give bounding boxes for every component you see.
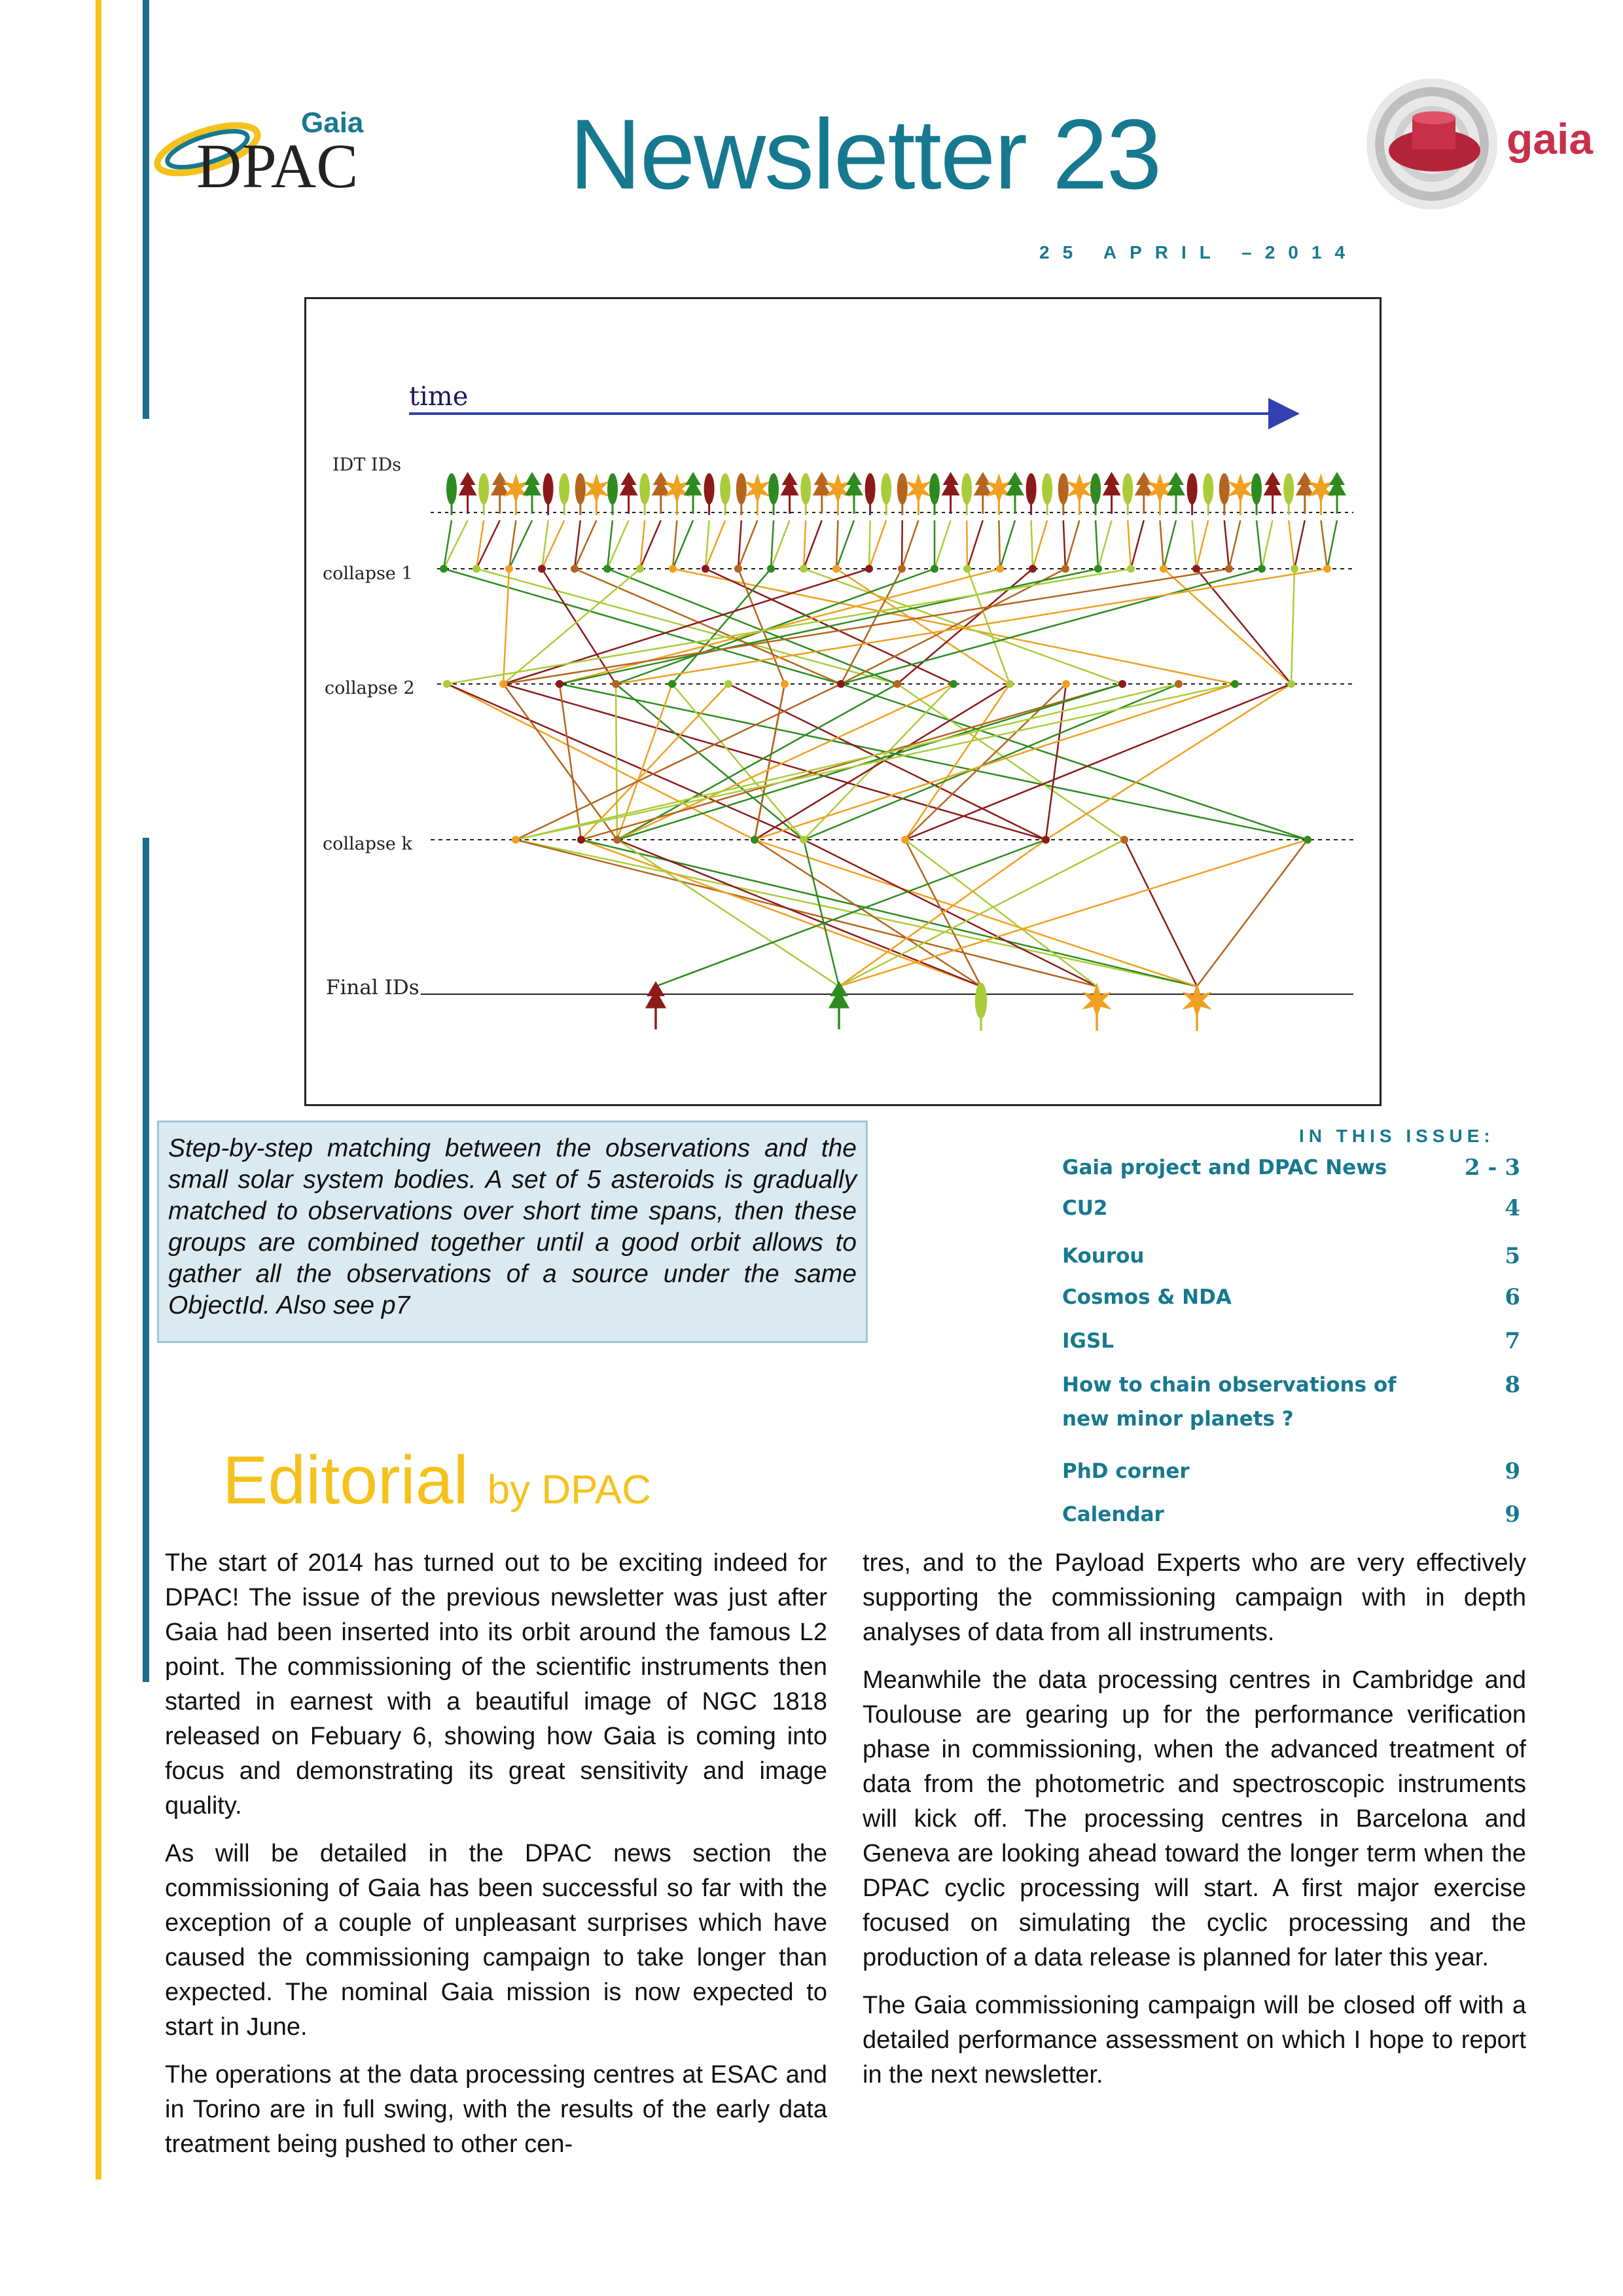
idt-observation-icon xyxy=(1296,472,1314,514)
collapse2-node xyxy=(1231,680,1239,688)
idt-observation-icon xyxy=(583,473,609,515)
icon-leaf xyxy=(975,982,987,1018)
idt-observation-icon xyxy=(942,472,960,514)
toc-item-title: Cosmos & NDA xyxy=(1062,1285,1232,1309)
idt-to-collapse1-link xyxy=(836,520,854,569)
idt-observation-icon xyxy=(1203,473,1213,515)
collapse1-node xyxy=(1291,565,1298,573)
collapse1-node xyxy=(1127,565,1135,573)
idt-to-collapse1-link xyxy=(869,520,870,569)
icon-tree xyxy=(1006,472,1024,495)
idt-to-collapse1-link xyxy=(1224,520,1229,569)
icon-leaf xyxy=(1219,473,1230,505)
collapsek-node xyxy=(613,836,621,844)
collapse1-to-collapse2-link xyxy=(1164,569,1291,684)
collapse1-node xyxy=(931,565,938,573)
idt-to-collapse1-link xyxy=(836,520,838,569)
icon-leaf xyxy=(639,473,650,505)
idt-to-collapse1-link xyxy=(1131,520,1144,569)
toc-item[interactable] xyxy=(1062,1454,1520,1488)
toc-item[interactable] xyxy=(1062,1368,1520,1436)
toc-item-page: 8 xyxy=(1505,1372,1520,1398)
toc-item-page: 9 xyxy=(1505,1501,1520,1528)
idt-observation-icon xyxy=(1227,473,1253,515)
toc-item-page: 7 xyxy=(1505,1328,1520,1354)
logo-gaia-small-text: Gaia xyxy=(301,107,364,139)
collapse1-to-collapse2-link xyxy=(804,569,1122,684)
paragraph: tres, and to the Payload Experts who are very effectively supporting the commissioning campaign with in depth analyses of data from all instruments. xyxy=(863,1549,1526,1646)
idt-observation-icon xyxy=(543,473,554,515)
idt-to-collapse1-link xyxy=(1262,520,1273,569)
idt-observation-icon xyxy=(929,473,940,515)
toc-item-page: 5 xyxy=(1505,1243,1520,1269)
toc-item-title: CU2 xyxy=(1062,1196,1108,1220)
collapse1-node xyxy=(538,565,546,573)
idt-to-collapse1-link xyxy=(935,520,951,569)
idt-observation-icon xyxy=(1058,473,1069,515)
collapse2-node xyxy=(950,680,957,688)
idt-to-collapse1-link xyxy=(1321,520,1327,569)
idt-observation-icon xyxy=(523,472,541,514)
icon-leaf xyxy=(800,473,811,505)
collapse1-node xyxy=(1225,565,1233,573)
collapse2-to-collapsek-link xyxy=(560,684,1308,840)
icon-leaf xyxy=(704,473,715,505)
idt-observation-icon xyxy=(736,473,747,515)
collapse1-node xyxy=(1029,565,1037,573)
toc-item[interactable] xyxy=(1062,1151,1520,1185)
collapse1-node xyxy=(1192,565,1200,573)
icon-tree xyxy=(845,472,863,495)
matching-diagram xyxy=(306,299,1380,1104)
idt-to-collapse1-link xyxy=(869,520,886,569)
collapse2-node xyxy=(1287,680,1295,688)
icon-leaf xyxy=(736,473,747,505)
icon-star xyxy=(1182,982,1212,1017)
icon-leaf xyxy=(881,473,891,505)
icon-tree xyxy=(523,472,541,495)
icon-tree xyxy=(645,981,666,1008)
toc-item[interactable] xyxy=(1062,1280,1520,1314)
row-label-collapse-2: collapse 2 xyxy=(325,678,415,698)
collapsek-to-final-link xyxy=(804,840,1097,986)
icon-tree xyxy=(1328,472,1346,495)
collapse1-node xyxy=(963,565,971,573)
collapse1-node xyxy=(603,565,611,573)
idt-observation-icon xyxy=(781,472,799,514)
idt-observation-icon xyxy=(845,472,863,514)
icon-tree xyxy=(942,472,960,495)
final-id-icon xyxy=(975,982,987,1031)
idt-observation-icon xyxy=(768,473,779,515)
collapse2-node xyxy=(837,680,845,688)
toc-item-title: IGSL xyxy=(1062,1329,1115,1353)
left-yellow-rule xyxy=(96,0,101,2179)
row-label-final: Final IDs xyxy=(326,976,419,999)
idt-observation-icon xyxy=(1066,473,1092,515)
collapse1-node xyxy=(832,565,840,573)
idt-to-collapse1-link xyxy=(1257,520,1262,569)
icon-leaf xyxy=(1187,473,1198,505)
icon-leaf xyxy=(720,473,730,505)
icon-leaf xyxy=(1026,473,1037,505)
toc-item-page: 2 - 3 xyxy=(1464,1155,1520,1181)
icon-tree xyxy=(1103,472,1121,495)
icon-tree xyxy=(459,472,477,495)
collapse2-to-collapsek-link xyxy=(841,684,1308,840)
paragraph: The Gaia commissioning campaign will be closed off with a detailed performance assessment on which I hope to report in the next newsletter. xyxy=(863,1992,1526,2089)
editorial-byline: by DPAC xyxy=(487,1467,652,1513)
idt-to-collapse1-link xyxy=(1327,520,1337,569)
collapsek-to-final-link xyxy=(1197,840,1308,986)
idt-to-collapse1-link xyxy=(1289,520,1294,569)
icon-star xyxy=(744,473,770,503)
idt-observation-icon xyxy=(897,473,908,515)
idt-to-collapse1-link xyxy=(1128,520,1131,569)
left-teal-rule-bottom xyxy=(143,838,149,1682)
editorial-column-right xyxy=(863,1546,1526,2106)
idt-observation-icon xyxy=(478,473,489,515)
icon-star xyxy=(1227,473,1253,503)
idt-observation-icon xyxy=(865,473,876,515)
final-id-icon xyxy=(1182,982,1212,1031)
idt-to-collapse1-link xyxy=(1063,520,1065,569)
icon-leaf xyxy=(543,473,554,505)
editorial-title: Editorial xyxy=(223,1443,469,1518)
icon-star xyxy=(583,473,609,503)
idt-observation-icon xyxy=(607,473,618,515)
icon-star xyxy=(825,473,851,503)
collapse1-node xyxy=(800,565,808,573)
idt-observation-icon xyxy=(639,473,650,515)
collapse2-node xyxy=(1062,680,1070,688)
toc-item-title: Calendar xyxy=(1062,1503,1164,1526)
collapsek-to-final-link xyxy=(617,840,981,986)
icon-star xyxy=(1308,473,1334,503)
idt-observation-icon xyxy=(652,472,670,514)
idt-observation-icon xyxy=(1219,473,1230,515)
idt-observation-icon xyxy=(1283,473,1294,515)
icon-star xyxy=(1066,473,1092,503)
toc-item[interactable] xyxy=(1062,1498,1520,1532)
idt-to-collapse1-link xyxy=(902,520,918,569)
paragraph: As will be detailed in the DPAC news section the commissioning of Gaia has been successful so far with the exception of a couple of unpleasant surprises which have caused the commissioning campaign to take longer than expected. The nominal Gaia mission is now expected to start in June. xyxy=(165,1840,827,2041)
collapse1-node xyxy=(702,565,709,573)
collapse2-to-collapsek-link xyxy=(617,684,954,840)
icon-leaf xyxy=(1058,473,1069,505)
collapsek-to-final-link xyxy=(839,840,1046,986)
collapsek-to-final-link xyxy=(905,840,1097,986)
idt-observation-icon xyxy=(704,473,715,515)
collapse1-to-collapse2-link xyxy=(447,569,1131,684)
idt-observation-icon xyxy=(813,472,831,514)
idt-observation-icon xyxy=(1103,472,1121,514)
idt-observation-icon xyxy=(459,472,477,514)
idt-observation-icon xyxy=(1122,473,1133,515)
collapse1-to-collapse2-link xyxy=(616,569,935,684)
icon-tree xyxy=(1167,472,1185,495)
collapsek-node xyxy=(1304,836,1311,844)
collapse1-to-collapse2-link xyxy=(841,569,1262,684)
editorial-column-left xyxy=(165,1546,827,2175)
toc-item-title: Gaia project and DPAC News xyxy=(1062,1156,1387,1179)
idt-observation-icon xyxy=(1026,473,1037,515)
icon-tree xyxy=(620,472,638,495)
collapse2-to-collapsek-link xyxy=(581,684,1122,840)
idt-to-collapse1-link xyxy=(1229,520,1240,569)
icon-star xyxy=(503,473,529,503)
idt-observation-icon xyxy=(684,472,702,514)
idt-observation-icon xyxy=(720,473,730,515)
collapse2-to-collapsek-link xyxy=(617,684,1122,840)
idt-observation-icon xyxy=(620,472,638,514)
idt-observation-icon xyxy=(491,472,509,514)
toc-item-title: How to chain observations of new minor planets ? xyxy=(1062,1373,1397,1431)
collapsek-node xyxy=(577,836,585,844)
icon-leaf xyxy=(1203,473,1213,505)
collapse2-to-collapsek-link xyxy=(804,684,1179,840)
collapse1-node xyxy=(898,565,906,573)
idt-to-collapse1-link xyxy=(1164,520,1176,569)
collapse1-node xyxy=(865,565,873,573)
idt-observation-icon xyxy=(881,473,891,515)
asteroid-matching-figure xyxy=(304,297,1382,1106)
left-teal-rule-top xyxy=(143,0,149,419)
icon-leaf xyxy=(607,473,618,505)
idt-observation-icon xyxy=(1135,472,1153,514)
icon-leaf xyxy=(1090,473,1101,505)
editorial-heading xyxy=(223,1443,652,1518)
collapse1-node xyxy=(669,565,677,573)
idt-to-collapse1-link xyxy=(1192,520,1196,569)
icon-leaf xyxy=(897,473,908,505)
idt-to-collapse1-link xyxy=(804,520,806,569)
collapse2-to-collapsek-link xyxy=(905,684,1291,840)
idt-observation-icon xyxy=(1042,473,1052,515)
idt-observation-icon xyxy=(974,472,992,514)
icon-leaf xyxy=(768,473,779,505)
collapse1-to-collapse2-link xyxy=(897,569,1033,684)
gaia-mission-logo xyxy=(1355,72,1603,209)
collapsek-to-final-link xyxy=(516,840,1197,986)
toc-item-page: 6 xyxy=(1505,1284,1520,1310)
collapse2-node xyxy=(443,680,451,688)
idt-to-collapse1-link xyxy=(804,520,822,569)
collapse2-to-collapsek-link xyxy=(755,684,785,840)
icon-leaf xyxy=(929,473,940,505)
collapsek-to-final-link xyxy=(581,840,981,986)
icon-star xyxy=(664,473,690,503)
toc-item-title: PhD corner xyxy=(1062,1460,1190,1483)
icon-leaf xyxy=(961,473,972,505)
idt-to-collapse1-link xyxy=(999,520,1000,569)
collapse1-node xyxy=(571,565,579,573)
idt-observation-icon xyxy=(1187,473,1198,515)
collapse1-node xyxy=(1061,565,1069,573)
collapse2-node xyxy=(1006,680,1014,688)
icon-tree xyxy=(781,472,799,495)
collapsek-to-final-link xyxy=(656,840,1046,986)
icon-star xyxy=(986,473,1012,503)
collapse2-node xyxy=(893,680,901,688)
gaia-dpac-logo xyxy=(145,98,381,196)
collapse2-node xyxy=(556,680,563,688)
idt-observation-icon xyxy=(1167,472,1185,514)
collapse1-node xyxy=(734,565,742,573)
paragraph: The operations at the data processing centres at ESAC and in Torino are in full swing, with the results of the early data treatment being pushed to other cen- xyxy=(165,2061,827,2158)
toc-item[interactable] xyxy=(1062,1324,1520,1358)
collapse2-node xyxy=(668,680,676,688)
collapse1-to-collapse2-link xyxy=(503,569,640,684)
collapse1-node xyxy=(473,565,480,573)
collapsek-node xyxy=(800,836,808,844)
idt-to-collapse1-link xyxy=(1294,520,1305,569)
collapsek-to-final-link xyxy=(755,840,981,986)
idt-observation-icon xyxy=(1006,472,1024,514)
collapse1-node xyxy=(1258,565,1266,573)
issue-date: 25 APRIL –2014 xyxy=(1039,242,1359,262)
collapse1-node xyxy=(1094,565,1102,573)
idt-observation-icon xyxy=(1264,472,1282,514)
idt-observation-icon xyxy=(575,473,586,515)
newsletter-title: Newsletter 23 xyxy=(569,99,1161,210)
collapse2-to-collapsek-link xyxy=(581,684,728,840)
icon-leaf xyxy=(478,473,489,505)
icon-star xyxy=(1082,982,1112,1017)
icon-leaf xyxy=(1251,473,1262,505)
paragraph: Meanwhile the data processing centres in Cambridge and Toulouse are gearing up for the performance verification phase in commissioning, when the advanced treatment of data from the photometric and spectroscopic instruments will kick off. The processing centres in Barcelona and Geneva are looking ahead toward the longer term when the DPAC cyclic processing will start. A first major exercise focused on simulating the cyclic processing and the production of a data release is planned for later this year. xyxy=(863,1666,1526,1971)
collapse2-node xyxy=(781,680,789,688)
collapse2-node xyxy=(1118,680,1126,688)
idt-observation-icon xyxy=(905,473,931,515)
idt-to-collapse1-link xyxy=(1196,520,1208,569)
collapse1-node xyxy=(505,565,513,573)
collapse2-to-collapsek-link xyxy=(617,684,897,840)
icon-leaf xyxy=(1122,473,1133,505)
collapsek-node xyxy=(751,836,758,844)
idt-to-collapse1-link xyxy=(1096,520,1098,569)
icon-leaf xyxy=(575,473,586,505)
idt-observation-icon xyxy=(446,473,457,515)
collapse1-to-collapse2-link xyxy=(1196,569,1291,684)
idt-observation-icon xyxy=(1328,472,1346,514)
icon-leaf xyxy=(865,473,876,505)
final-id-icon xyxy=(829,981,849,1030)
icon-leaf xyxy=(1042,473,1052,505)
collapse1-to-collapse2-link xyxy=(503,569,1229,684)
toc-item-page: 9 xyxy=(1505,1458,1520,1484)
collapse1-node xyxy=(996,565,1004,573)
collapse2-to-collapsek-link xyxy=(516,684,1179,840)
figure-caption: Step-by-step matching between the observations and the small solar system bodies. A set of 5 asteroids is gradually matched to observations over short time spans, then these groups are combined together until a good orbit allows to gather all the observations of a source under the same ObjectId. Also see p7 xyxy=(157,1121,868,1343)
icon-leaf xyxy=(559,473,569,505)
collapsek-to-final-link xyxy=(1124,840,1197,986)
logo-dpac-text: DPAC xyxy=(196,131,359,196)
icon-leaf xyxy=(1283,473,1294,505)
idt-to-collapse1-link xyxy=(1160,520,1164,569)
idt-to-collapse1-link xyxy=(1031,520,1033,569)
collapse1-node xyxy=(1160,565,1168,573)
icon-star xyxy=(905,473,931,503)
idt-to-collapse1-link xyxy=(967,520,983,569)
icon-star xyxy=(1147,473,1173,503)
collapsek-node xyxy=(901,836,909,844)
collapse2-node xyxy=(612,680,620,688)
idt-to-collapse1-link xyxy=(1033,520,1047,569)
icon-tree xyxy=(829,981,849,1008)
toc-item[interactable] xyxy=(1062,1191,1520,1225)
logo-gaia-text: gaia xyxy=(1507,115,1594,163)
row-label-collapse-1: collapse 1 xyxy=(323,564,413,584)
row-label-collapse-k: collapse k xyxy=(323,834,412,854)
final-id-icon xyxy=(1082,982,1112,1031)
toc-item-page: 4 xyxy=(1505,1195,1520,1221)
collapse1-to-collapse2-link xyxy=(1291,569,1294,684)
idt-observation-icon xyxy=(559,473,569,515)
idt-to-collapse1-link xyxy=(1000,520,1015,569)
toc-item[interactable] xyxy=(1062,1239,1520,1273)
toc-heading: IN THIS ISSUE: xyxy=(1299,1126,1495,1146)
collapsek-node xyxy=(1120,836,1128,844)
icon-tree xyxy=(684,472,702,495)
collapse1-node xyxy=(440,565,448,573)
collapse1-node xyxy=(636,565,644,573)
icon-tree xyxy=(1264,472,1282,495)
collapse1-node xyxy=(767,565,775,573)
collapse2-node xyxy=(724,680,732,688)
idt-observation-icon xyxy=(800,473,811,515)
collapsek-to-final-link xyxy=(839,840,1124,986)
final-id-icon xyxy=(645,981,666,1030)
idt-to-collapse1-link xyxy=(1098,520,1112,569)
collapse2-node xyxy=(1175,680,1183,688)
idt-to-collapse1-link xyxy=(1065,520,1079,569)
row-label-idt: IDT IDs xyxy=(332,455,402,475)
idt-observation-icon xyxy=(1090,473,1101,515)
idt-observation-icon xyxy=(744,473,770,515)
collapsek-node xyxy=(1042,836,1050,844)
collapse1-node xyxy=(1323,565,1331,573)
time-label: time xyxy=(409,382,469,412)
paragraph: The start of 2014 has turned out to be exciting indeed for DPAC! The issue of the previous newsletter was just after Gaia had been inserted into its orbit around the famous L2 point. The commissioning of the scientific instruments then started in earnest with a beautiful image of NGC 1818 released on Febuary 6, showing how Gaia is coming into focus and demonstrating its great sensitivity and image quality. xyxy=(165,1549,827,1820)
toc-item-title: Kourou xyxy=(1062,1244,1145,1268)
icon-leaf xyxy=(446,473,457,505)
idt-observation-icon xyxy=(1251,473,1262,515)
collapsek-node xyxy=(512,836,520,844)
collapsek-to-final-link xyxy=(839,840,1308,986)
collapse2-node xyxy=(499,680,507,688)
idt-observation-icon xyxy=(961,473,972,515)
